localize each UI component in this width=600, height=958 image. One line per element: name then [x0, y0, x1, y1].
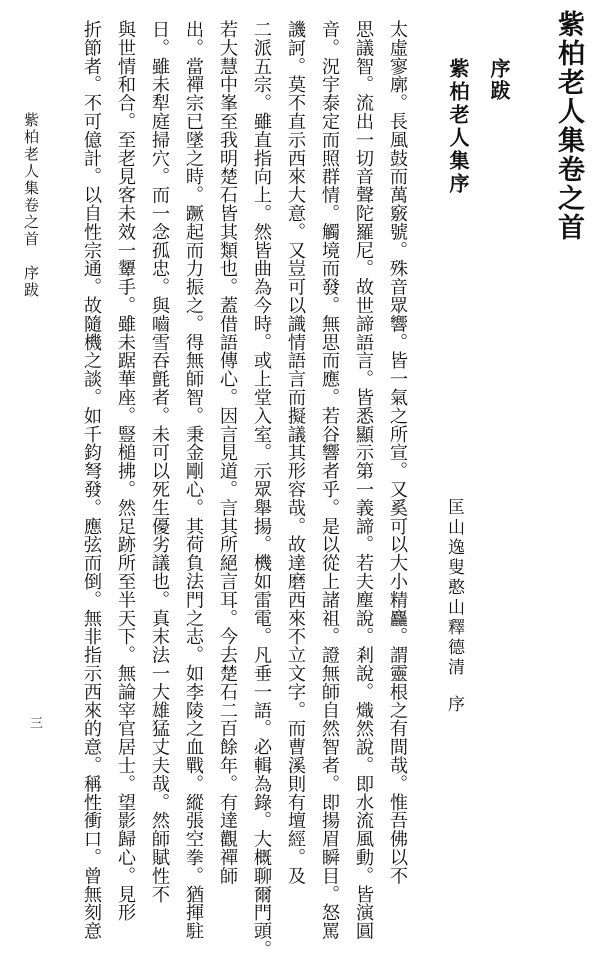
author-attribution [444, 498, 464, 715]
body-column-9: 與世情和合。至老見客未效一顰手。雖未踞華座。豎槌拂。然足跡所至半天下。無論宰官居士。望影歸心。見形 [115, 20, 136, 922]
body-column-7: 出。當禪宗已墜之時。蹶起而力振之。得無師智。秉金剛心。其荷負法門之志。如李陵之血戰。縱張空拳。猶揮駐 [183, 20, 204, 940]
body-column-6: 若大慧中峯至我明楚石皆其類也。蓋借語傳心。因言見道。言其所絕言耳。今去楚石二百餘年。有達觀禪師 [217, 20, 238, 885]
body-column-1: 太虛寥廓。長風鼓而萬竅號。殊音眾響。皆一氣之所宣。又奚可以大小精麤。謂靈根之有間哉。惟吾佛以不 [387, 20, 408, 885]
body-column-4: 譏訶。莫不直示西來大意。又豈可以識情語言而擬議其形容哉。故達磨西來不立文字。而曹溪則有壇經。及 [285, 20, 306, 885]
preface-title: 紫柏老人集序 [446, 58, 470, 196]
running-header-title: 紫柏老人集卷之首 [22, 112, 40, 248]
book-title: 紫柏老人集卷之首 [553, 10, 584, 242]
running-header-section: 序跋 [22, 265, 40, 299]
body-column-2: 思議智。流出一切音聲陀羅尼。故世諦語言。皆悉顯示第一義諦。若夫塵說。剎說。熾然說。即水流風動。皆演圓 [353, 20, 374, 940]
author-suffix: 序 [444, 695, 464, 715]
body-column-5: 二派五宗。雖直指向上。然皆曲為今時。或上堂入室。示眾舉揚。機如雷電。凡垂一語。必輯為錄。大概聊爾門頭。 [251, 20, 272, 958]
body-column-10: 折節者。不可億計。以自性宗通。故隨機之談。如千鈞弩發。應弦而倒。無非指示西來的意。稱性衝口。曾無刻意 [81, 20, 102, 940]
running-header [22, 112, 40, 299]
page-number: 三 [27, 716, 42, 729]
section-title: 序跋 [487, 58, 511, 102]
author-name: 匡山逸叟憨山釋德清 [444, 498, 464, 678]
body-column-8: 日。雖未犁庭掃穴。而一念孤忠。與嚙雪吞氈者。未可以死生優劣議也。真末法一大雄猛丈夫哉。然師賦性不 [149, 20, 170, 904]
body-column-3: 音。況宇泰定而照群情。觸境而發。無思而應。若谷響者乎。是以從上諸祖。證無師自然智者。即揚眉瞬目。怒罵 [319, 20, 340, 940]
